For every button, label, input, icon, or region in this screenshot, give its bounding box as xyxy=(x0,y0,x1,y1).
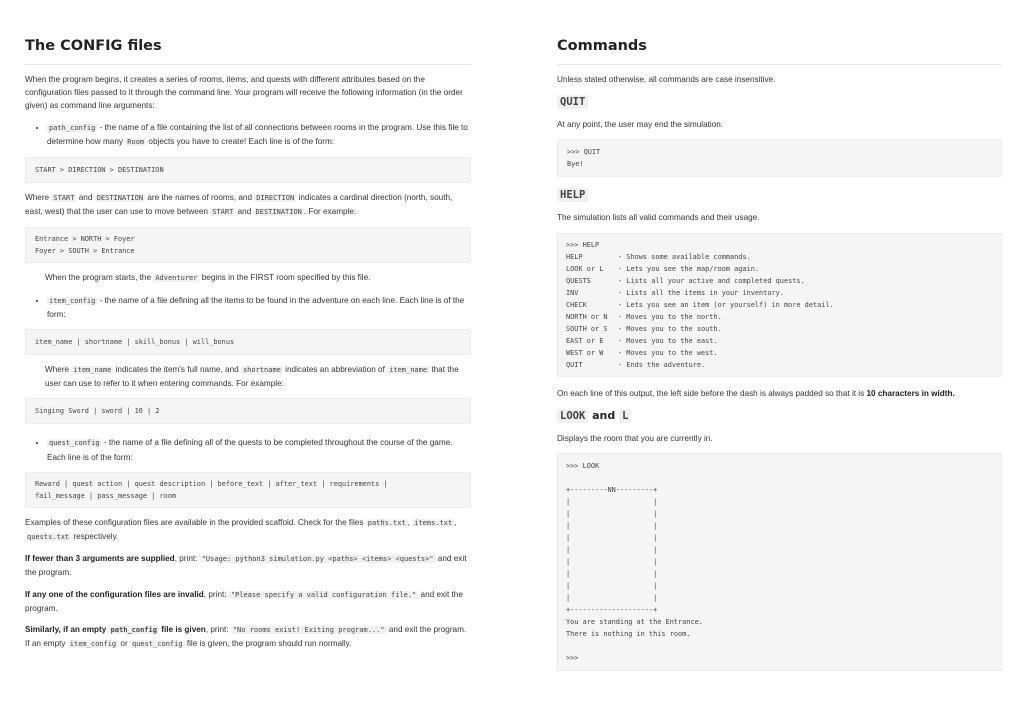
commands-intro: Unless stated otherwise, all commands are case insensitive. xyxy=(557,75,776,84)
item-where-text: Where item_name indicates the item's full name, and shortname indicates an abbreviation of item_name that the user can use to refer to it when entering commands. For example: xyxy=(45,365,459,389)
help-row xyxy=(566,299,993,311)
quest-config-desc: - the name of a file defining all of the quests to be completed throughout the course of the game. Each line is of the form: xyxy=(47,438,453,462)
destination-code-2: DESTINATION xyxy=(255,208,302,217)
help-row-description: - Moves you to the north. xyxy=(618,312,722,321)
look-desc: Displays the room that you are currently in. xyxy=(557,433,713,443)
quests-txt-code: quests.txt xyxy=(27,533,70,542)
help-row-command: SOUTH or S xyxy=(566,324,608,333)
look-heading: LOOK and L xyxy=(557,408,1002,424)
help-row-description: - Moves you to the south. xyxy=(618,324,722,333)
help-row-description: - Lists all the items in your inventory. xyxy=(618,288,784,297)
help-row xyxy=(566,335,993,347)
help-row-description: - Moves you to the west. xyxy=(618,348,718,357)
item-name-code-2: item_name xyxy=(389,366,428,375)
examples-text: Examples of these configuration files are available in the provided scaffold. Check for the files paths.txt , items.txt , quests.txt respectively. xyxy=(25,517,457,542)
help-row-description: - Lists all your active and completed quests. xyxy=(618,276,805,285)
start-code-2: START xyxy=(212,208,234,217)
paths-txt-code: paths.txt xyxy=(367,518,406,527)
config-argument-list xyxy=(25,121,471,149)
help-row-command: INV xyxy=(566,288,579,297)
config-heading: The CONFIG files xyxy=(25,36,471,65)
commands-heading: Commands xyxy=(557,36,1002,65)
help-row xyxy=(566,359,993,371)
path-config-item xyxy=(47,121,471,149)
help-row-command: CHECK xyxy=(566,300,587,309)
path-example-block: Entrance > NORTH > Foyer Foyer > SOUTH > Entrance xyxy=(25,227,471,263)
item-config-code: item_config xyxy=(49,296,96,305)
item-config-list xyxy=(25,294,471,321)
help-row xyxy=(566,263,993,275)
quit-heading: QUIT xyxy=(557,94,1002,110)
item-example-block: Singing Sword | sword | 10 | 2 xyxy=(25,398,471,424)
help-row-command: QUESTS xyxy=(566,276,591,285)
item-config-desc: - the name of a file defining all the items to be found in the adventure on each line. Each line is of the form: xyxy=(47,295,465,319)
help-code-block xyxy=(557,233,1002,377)
look-code-block: >>> LOOK +---------NN---------+ | | | | | | | | | | | | | | | | | | +--------------------+ You are standing at the Entrance. There is nothing in this room. >>> xyxy=(557,453,1002,671)
invalid-config-text: If any one of the configuration files are invalid, print: "Please specify a valid configuration file." and exit the program. xyxy=(25,589,463,613)
help-row xyxy=(566,347,993,359)
help-row-command: WEST or W xyxy=(566,348,604,357)
adventurer-code: Adventurer xyxy=(155,274,198,283)
destination-code: DESTINATION xyxy=(96,194,144,203)
start-code: START xyxy=(53,194,75,203)
config-intro: When the program begins, it creates a series of rooms, items, and quests with different attributes based on the configuration files passed to it through the command line. Your program will receive the following information (in the order given) as command line arguments: xyxy=(25,75,463,111)
commands-section xyxy=(557,36,1002,679)
item-name-code: item_name xyxy=(73,366,112,375)
quit-code-block: >>> QUIT Bye! xyxy=(557,139,1002,177)
help-row xyxy=(566,275,993,287)
path-where-text: Where START and DESTINATION are the names of rooms, and DIRECTION indicates a cardinal direction (north, south, east, west) that the user can use to move between START and DESTINATION . For example: xyxy=(25,193,453,217)
empty-path-code: path_config xyxy=(110,626,157,635)
config-section xyxy=(25,36,471,659)
quit-desc: At any point, the user may end the simulation. xyxy=(557,120,724,130)
help-row-description: - Lets you see the map/room again. xyxy=(618,264,760,273)
quest-config-item xyxy=(47,436,471,463)
help-heading: HELP xyxy=(557,187,1002,203)
help-row xyxy=(566,323,993,335)
empty-quest-code: quest_config xyxy=(131,640,183,649)
no-rooms-code: "No rooms exist! Exiting program..." xyxy=(232,626,385,635)
help-row-description: - Moves you to the east. xyxy=(618,336,718,345)
help-row-description: - Lets you see an item (or yourself) in more detail. xyxy=(618,300,834,309)
help-row xyxy=(566,311,993,323)
help-row-command: EAST or E xyxy=(566,336,604,345)
help-rows xyxy=(566,251,993,371)
path-config-code: path_config xyxy=(49,123,96,132)
direction-code: DIRECTION xyxy=(256,194,295,203)
help-row-description: - Shows some available commands. xyxy=(618,252,751,261)
room-code: Room xyxy=(127,137,145,146)
empty-config-text: Similarly, if an empty path_config file is given, print: "No rooms exist! Exiting program..." and exit the program. If an empty item_config or quest_config file is given, the program should run normally. xyxy=(25,625,467,649)
path-config-desc-end: objects you have to create! Each line is of the form: xyxy=(146,136,335,146)
item-format-block: item_name | shortname | skill_bonus | will_bonus xyxy=(25,329,471,355)
quest-format-block: Reward | quest action | quest description | before_text | after_text | requirements | fail_message | pass_message | room xyxy=(25,472,471,508)
empty-item-code: item_config xyxy=(69,640,117,649)
help-row xyxy=(566,287,993,299)
item-config-item xyxy=(47,294,471,321)
help-row-command: LOOK or L xyxy=(566,264,604,273)
usage-code: "Usage: python3 simulation.py <paths> <items> <quests>" xyxy=(201,555,434,564)
help-desc: The simulation lists all valid commands and their usage. xyxy=(557,213,760,223)
help-prompt: >>> HELP xyxy=(566,240,600,249)
invalid-code: "Please specify a valid configuration file." xyxy=(230,590,417,599)
help-row-description: - Ends the adventure. xyxy=(618,360,706,369)
items-txt-code: items.txt xyxy=(414,518,453,527)
help-row-command: HELP xyxy=(566,252,583,261)
shortname-code: shortname xyxy=(242,366,281,375)
quest-config-code: quest_config xyxy=(49,439,100,448)
help-row xyxy=(566,251,993,263)
help-row-command: QUIT xyxy=(566,360,583,369)
path-format-block: START > DIRECTION > DESTINATION xyxy=(25,157,471,183)
quest-config-list xyxy=(25,436,471,463)
path-config-desc: - the name of a file containing the list of all connections between rooms in the program. Use this file to determine how many xyxy=(47,122,468,146)
fewer-args-text: If fewer than 3 arguments are supplied, print: "Usage: python3 simulation.py <paths> <items> <quests>" and exit the program. xyxy=(25,554,467,578)
help-row-command: NORTH or N xyxy=(566,312,608,321)
padding-note: On each line of this output, the left side before the dash is always padded so that it is 10 characters in width. xyxy=(557,388,955,398)
adventurer-text: When the program starts, the Adventurer begins in the FIRST room specified by this file. xyxy=(45,273,371,283)
